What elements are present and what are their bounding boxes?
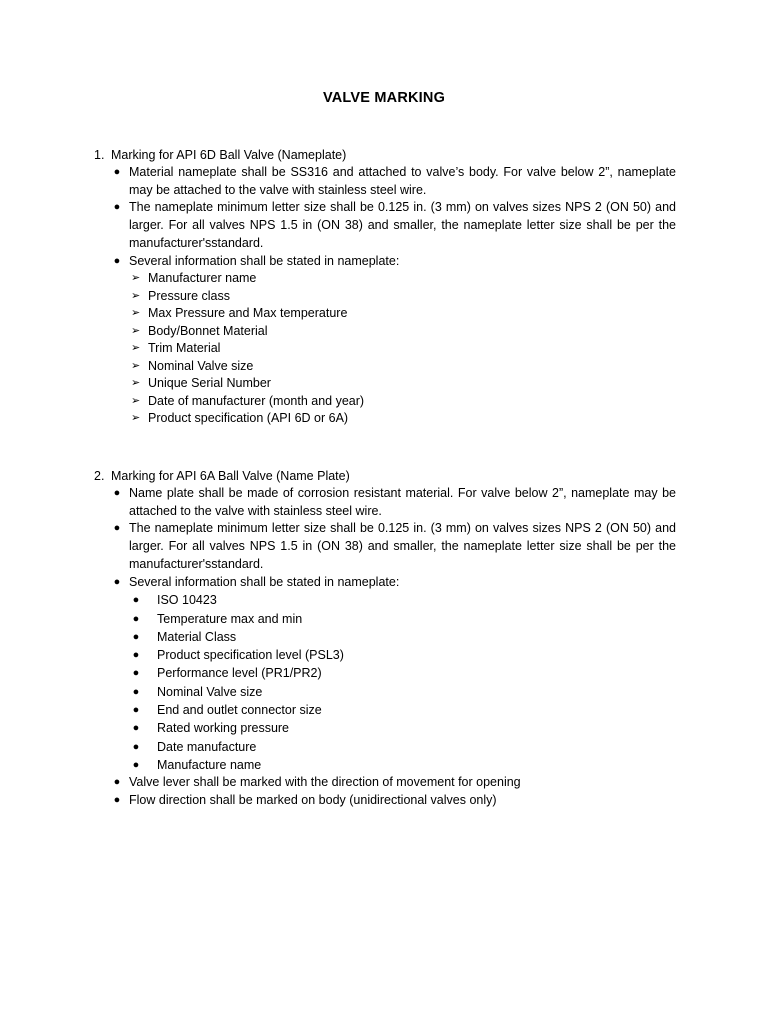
bullet-text: Several information shall be stated in nameplate: — [129, 574, 400, 589]
list-item — [94, 199, 676, 252]
list-item-text: Unique Serial Number — [148, 376, 271, 391]
bullet-icon: ● — [113, 776, 121, 789]
bullet-icon: ● — [113, 201, 121, 214]
bullet-icon: ● — [113, 254, 121, 267]
list-item-text: Body/Bonnet Material — [148, 323, 268, 338]
list-item-text: Max Pressure and Max temperature — [148, 306, 348, 321]
bullet-text: Name plate shall be made of corrosion resistant material. For valve below 2”, nameplate may be attached to the valve with stainless steel wire. — [129, 486, 676, 518]
section-title: Marking for API 6A Ball Valve (Name Plate) — [111, 469, 350, 483]
list-item — [94, 520, 676, 573]
arrow-bullet-icon: ➢ — [131, 394, 141, 407]
list-item-text: Nominal Valve size — [148, 358, 254, 373]
bullet-text: Valve lever shall be marked with the direction of movement for opening — [129, 775, 521, 790]
list-item-text: Rated working pressure — [157, 721, 290, 736]
bullet-text: The nameplate minimum letter size shall be 0.125 in. (3 mm) on valves sizes NPS 2 (ON 50) and larger. For all valves NPS 1.5 in (ON 38) and smaller, the nameplate letter size shall be per the manufacturer'sstandard. — [129, 521, 676, 571]
bullet-icon: ● — [132, 594, 140, 607]
list-item — [94, 358, 676, 376]
document-title: VALVE MARKING — [322, 90, 446, 106]
section-api-6a — [94, 467, 676, 810]
bullet-icon: ● — [132, 740, 140, 753]
list-item-text: Pressure class — [148, 288, 230, 303]
arrow-bullet-icon: ➢ — [131, 359, 141, 372]
bullet-icon: ● — [132, 722, 140, 735]
arrow-bullet-icon: ➢ — [131, 377, 141, 390]
list-item — [94, 664, 676, 682]
list-item — [94, 164, 676, 199]
list-item — [94, 253, 676, 271]
list-item-text: Manufacturer name — [148, 271, 257, 286]
list-item — [94, 756, 676, 774]
section-number: 2. — [94, 469, 105, 483]
list-item — [94, 323, 676, 341]
list-item-text: Date manufacture — [157, 739, 257, 754]
bullet-icon: ● — [132, 704, 140, 716]
arrow-bullet-icon: ➢ — [131, 289, 141, 302]
bullet-icon: ● — [132, 649, 140, 662]
arrow-bullet-icon: ➢ — [131, 324, 141, 337]
bullet-icon: ● — [132, 612, 140, 625]
bullet-icon: ● — [132, 630, 140, 643]
section-title: Marking for API 6D Ball Valve (Nameplate) — [111, 148, 347, 162]
list-item — [94, 393, 676, 411]
list-item-text: Product specification level (PSL3) — [157, 648, 344, 663]
list-item-text: Manufacture name — [157, 757, 262, 772]
bullet-icon: ● — [113, 575, 121, 588]
list-item — [94, 646, 676, 664]
bullet-text: The nameplate minimum letter size shall be 0.125 in. (3 mm) on valves sizes NPS 2 (ON 50) and larger. For all valves NPS 1.5 in (ON 38) and smaller, the nameplate letter size shall be per the manufacturer'sstandard. — [129, 200, 676, 250]
list-item — [94, 683, 676, 701]
list-item — [94, 375, 676, 393]
list-item-text: End and outlet connector size — [157, 703, 322, 717]
bullet-icon: ● — [132, 667, 140, 680]
list-item — [94, 738, 676, 756]
nameplate-info-list — [94, 591, 676, 774]
list-item-text: Material Class — [157, 629, 237, 644]
list-item — [94, 305, 676, 323]
bullet-icon: ● — [113, 522, 121, 535]
list-item-text: Temperature max and min — [157, 611, 303, 626]
bullet-text: Several information shall be stated in nameplate: — [129, 253, 400, 268]
list-item-text: Performance level (PR1/PR2) — [157, 666, 322, 681]
bullet-icon: ● — [132, 685, 140, 698]
list-item-text: Nominal Valve size — [157, 684, 263, 699]
list-item — [94, 591, 676, 609]
list-item — [94, 628, 676, 646]
section-heading — [94, 467, 676, 485]
list-item-text: Trim Material — [148, 341, 221, 356]
bullet-text: Material nameplate shall be SS316 and attached to valve’s body. For valve below 2”, nameplate may be attached to the valve with stainless steel wire. — [129, 165, 676, 197]
list-item — [94, 288, 676, 306]
bullet-icon: ● — [113, 793, 121, 806]
list-item — [94, 774, 676, 792]
list-item — [94, 792, 676, 810]
list-item — [94, 340, 676, 358]
section-api-6d — [94, 146, 676, 428]
nameplate-info-list — [94, 270, 676, 428]
bullet-icon: ● — [132, 758, 140, 771]
arrow-bullet-icon: ➢ — [131, 412, 141, 425]
section-number: 1. — [94, 148, 105, 162]
list-item — [94, 410, 676, 428]
list-item-text: ISO 10423 — [157, 593, 217, 608]
list-item — [94, 270, 676, 288]
list-item-text: Product specification (API 6D or 6A) — [148, 411, 349, 426]
list-item — [94, 485, 676, 520]
arrow-bullet-icon: ➢ — [131, 272, 141, 285]
bullet-text: Flow direction shall be marked on body (unidirectional valves only) — [129, 792, 497, 807]
list-item — [94, 701, 676, 719]
list-item-text: Date of manufacturer (month and year) — [148, 393, 365, 408]
section-heading — [94, 146, 676, 164]
list-item — [94, 719, 676, 737]
arrow-bullet-icon: ➢ — [131, 342, 141, 355]
bullet-icon: ● — [113, 166, 121, 178]
bullet-icon: ● — [113, 487, 121, 499]
list-item — [94, 610, 676, 628]
arrow-bullet-icon: ➢ — [131, 307, 141, 320]
list-item — [94, 574, 676, 592]
